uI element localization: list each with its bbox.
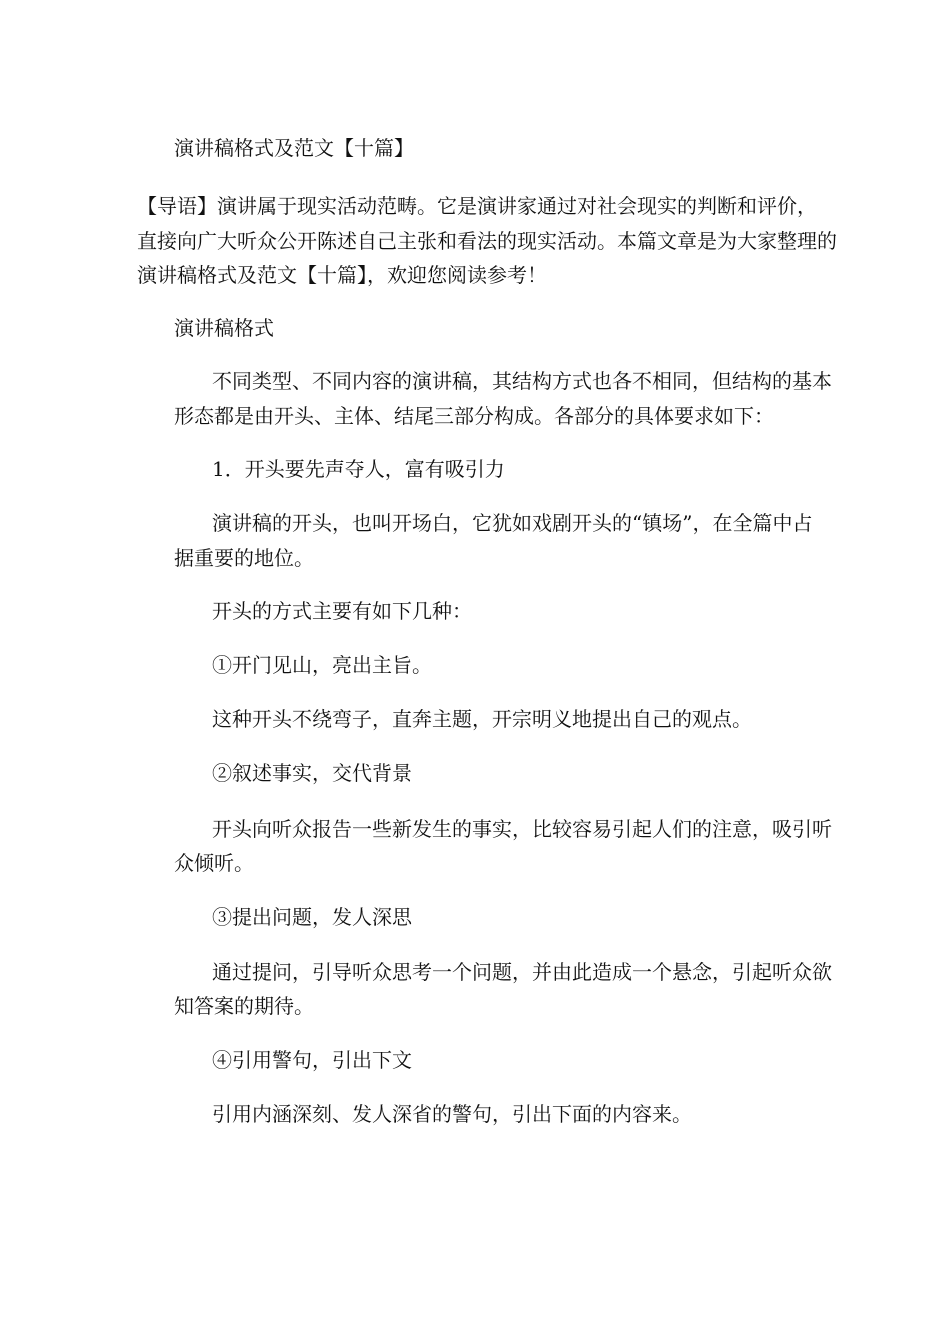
intro-line-1: 【导语】演讲属于现实活动范畴。它是演讲家通过对社会现实的判断和评价， bbox=[137, 194, 817, 218]
paragraph-6-line-2: 知答案的期待。 bbox=[174, 994, 314, 1018]
list-heading-1: 1．开头要先声夺人，富有吸引力 bbox=[212, 457, 505, 481]
subheading-3: ③提出问题，发人深思 bbox=[212, 905, 412, 929]
paragraph-5-line-1: 开头向听众报告一些新发生的事实，比较容易引起人们的注意，吸引听 bbox=[212, 817, 832, 841]
subheading-1: ①开门见山，亮出主旨。 bbox=[212, 653, 432, 677]
paragraph-1-line-1: 不同类型、不同内容的演讲稿，其结构方式也各不相同，但结构的基本 bbox=[212, 369, 832, 393]
paragraph-1-line-2: 形态都是由开头、主体、结尾三部分构成。各部分的具体要求如下： bbox=[174, 404, 774, 428]
paragraph-4: 这种开头不绕弯子，直奔主题，开宗明义地提出自己的观点。 bbox=[212, 707, 752, 731]
subheading-2: ②叙述事实，交代背景 bbox=[212, 761, 412, 785]
paragraph-7: 引用内涵深刻、发人深省的警句，引出下面的内容来。 bbox=[212, 1102, 692, 1126]
paragraph-2-line-2: 据重要的地位。 bbox=[174, 546, 314, 570]
intro-line-3: 演讲稿格式及范文【十篇】，欢迎您阅读参考！ bbox=[137, 263, 547, 287]
subheading-4: ④引用警句，引出下文 bbox=[212, 1048, 412, 1072]
paragraph-6-line-1: 通过提问，引导听众思考一个问题，并由此造成一个悬念，引起听众欲 bbox=[212, 960, 832, 984]
section-heading: 演讲稿格式 bbox=[174, 316, 274, 340]
paragraph-5-line-2: 众倾听。 bbox=[174, 851, 254, 875]
paragraph-3: 开头的方式主要有如下几种： bbox=[212, 599, 472, 623]
paragraph-2-line-1: 演讲稿的开头，也叫开场白，它犹如戏剧开头的“镇场”，在全篇中占 bbox=[212, 511, 813, 535]
intro-line-2: 直接向广大听众公开陈述自己主张和看法的现实活动。本篇文章是为大家整理的 bbox=[137, 229, 837, 253]
document-title: 演讲稿格式及范文【十篇】 bbox=[174, 136, 414, 160]
